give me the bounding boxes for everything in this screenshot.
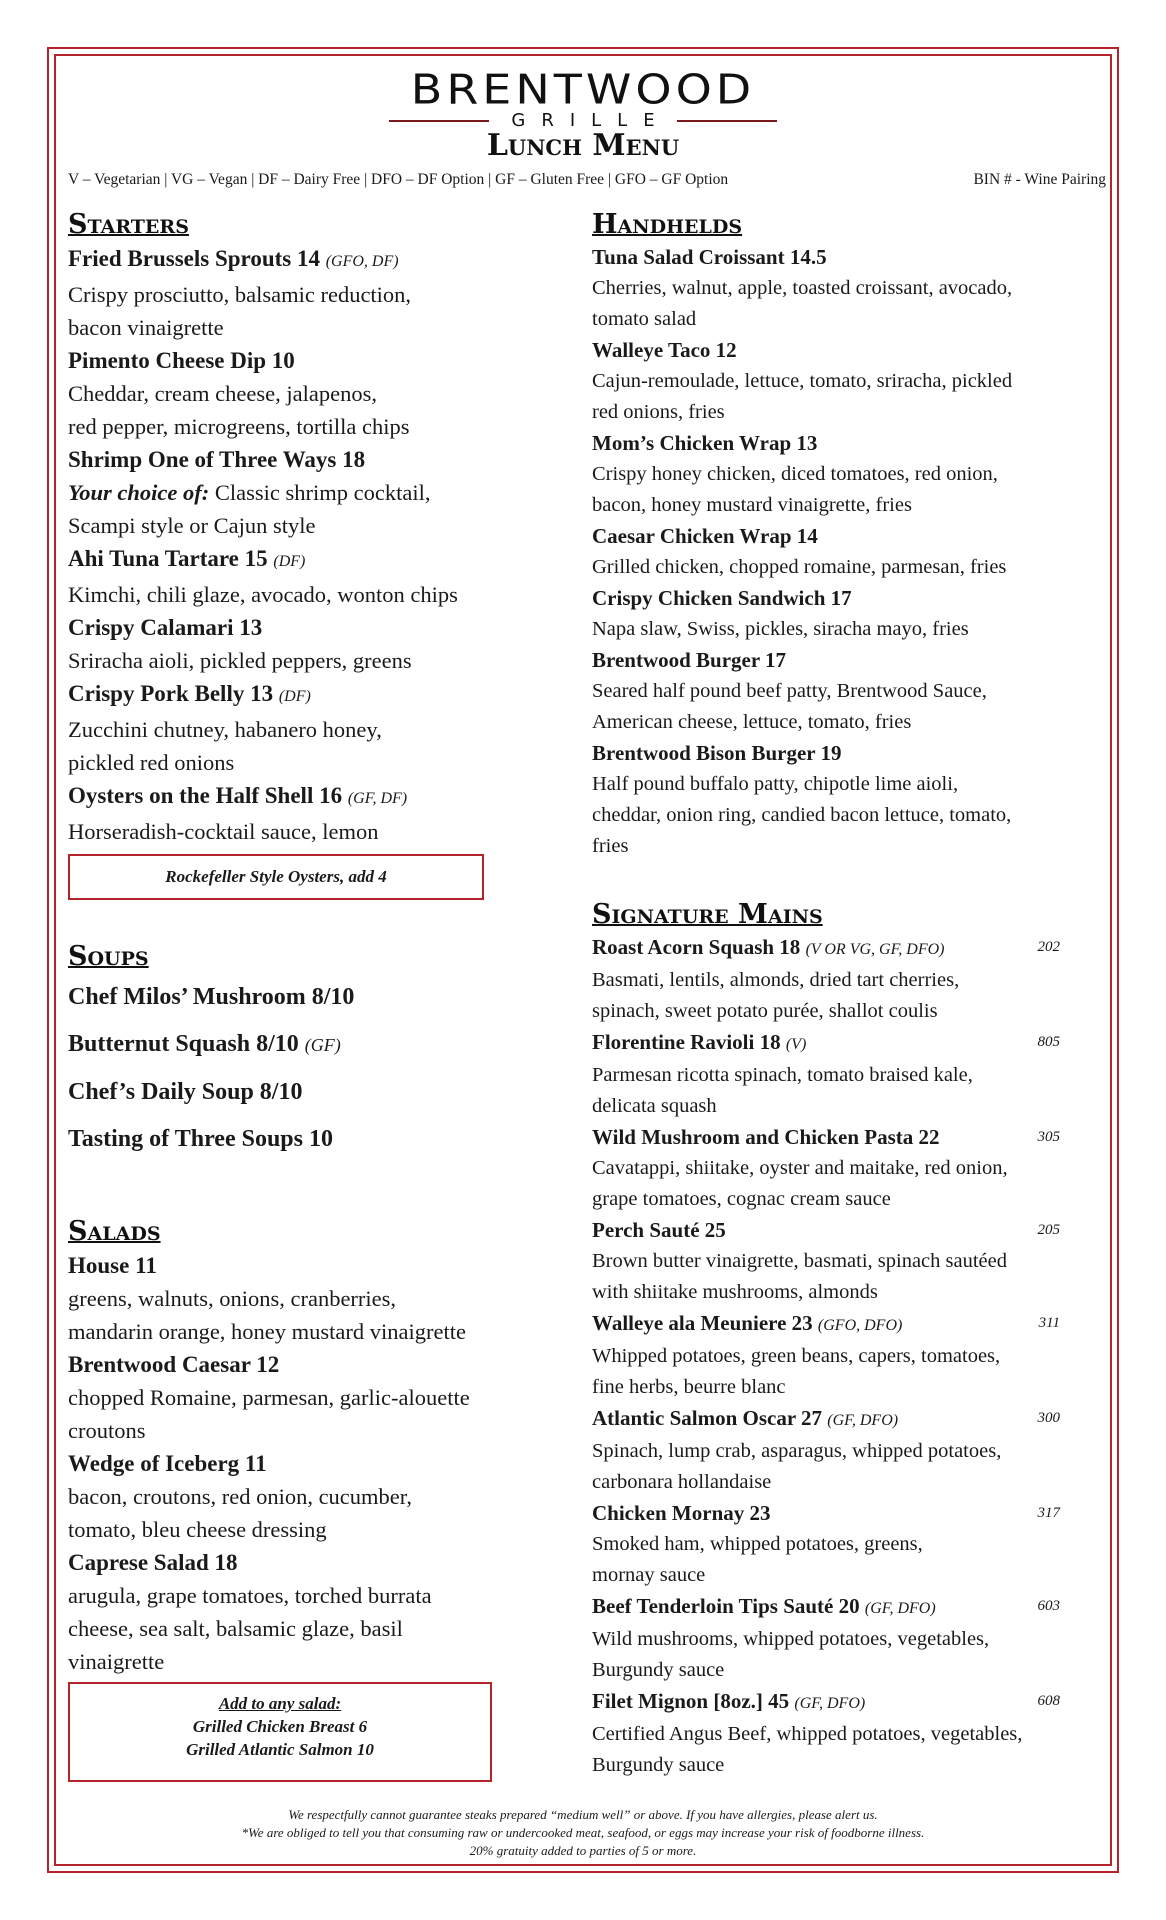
section-title-salads: Salads: [68, 1216, 161, 1247]
item-title: Brentwood Burger 17: [592, 648, 787, 672]
description-text: bacon vinaigrette: [68, 315, 224, 340]
menu-item-description: [68, 509, 548, 542]
description-text: Grilled chicken, chopped romaine, parmesan, fries: [592, 556, 1007, 578]
menu-item-description: [592, 1246, 1060, 1277]
diet-tags: (GF): [304, 1035, 341, 1055]
salad-addon-line: Grilled Chicken Breast 6: [192, 1717, 368, 1736]
footer-line: We respectfully cannot guarantee steaks prepared “medium well” or above. If you have allergies, please alert us.: [288, 1807, 878, 1822]
menu-item-description: [592, 1060, 1060, 1091]
menu-item-description: [592, 800, 1100, 831]
menu-item-description: [68, 644, 548, 677]
description-text: mandarin orange, honey mustard vinaigrette: [68, 1319, 466, 1344]
description-text: chopped Romaine, parmesan, garlic-alouette: [68, 1385, 470, 1410]
description-text: Wild mushrooms, whipped potatoes, vegetables,: [592, 1628, 990, 1650]
menu-item-description: [592, 996, 1060, 1027]
menu-item-name: [68, 1546, 548, 1579]
description-text: Smoked ham, whipped potatoes, greens,: [592, 1533, 923, 1555]
item-title: Crispy Chicken Sandwich 17: [592, 586, 852, 610]
soup-name: Chef’s Daily Soup 8/10: [68, 1079, 303, 1105]
menu-item-name: [592, 1591, 1060, 1624]
menu-item-name: [68, 242, 548, 278]
diet-tags: (V): [785, 1036, 807, 1053]
wine-bin-note: BIN # - Wine Pairing: [973, 171, 1106, 188]
menu-item-description: [592, 459, 1100, 490]
menu-item-name: [592, 521, 1100, 552]
menu-item-name: [592, 583, 1100, 614]
menu-item-name: [68, 1249, 548, 1282]
menu-item-description: [68, 410, 548, 443]
description-text: Half pound buffalo patty, chipotle lime aioli,: [592, 773, 959, 795]
menu-item-name: [68, 542, 548, 578]
salad-addon-title: Add to any salad:: [218, 1694, 342, 1713]
subline-rule-left: [389, 120, 489, 122]
subline-rule-right: [677, 120, 777, 122]
description-text: tomato, bleu cheese dressing: [68, 1517, 327, 1542]
description-text: tomato salad: [592, 308, 697, 330]
menu-title: Lunch Menu: [486, 128, 680, 163]
description-text: delicata squash: [592, 1095, 717, 1117]
item-title: Walleye ala Meuniere 23: [592, 1311, 813, 1335]
menu-item-name: [68, 443, 548, 476]
description-text: Cavatappi, shiitake, oyster and maitake, red onion,: [592, 1157, 1008, 1179]
description-text: Burgundy sauce: [592, 1754, 725, 1776]
menu-item-description: [592, 707, 1100, 738]
menu-item-description: [68, 1513, 548, 1546]
description-text: Scampi style or Cajun style: [68, 513, 316, 538]
menu-item-description: [592, 1750, 1060, 1781]
item-title: Crispy Pork Belly 13: [68, 681, 274, 706]
menu-item-description: [592, 1467, 1060, 1498]
dietary-legend: V – Vegetarian | VG – Vegan | DF – Dairy Free | DFO – DF Option | GF – Gluten Free | GFO – GF Option: [68, 171, 729, 188]
menu-item-description: [68, 1612, 548, 1645]
salad-addon-box: [68, 1682, 492, 1782]
menu-item-description: [68, 1381, 548, 1414]
menu-item-name: [592, 1308, 1060, 1341]
soup-item: [68, 974, 548, 1021]
description-text: Cherries, walnut, apple, toasted croissant, avocado,: [592, 277, 1013, 299]
description-text: Seared half pound beef patty, Brentwood Sauce,: [592, 680, 987, 702]
menu-item-name: [592, 1215, 1060, 1246]
menu-item-name: [592, 335, 1100, 366]
left-column: [68, 208, 548, 1782]
soup-item: [68, 1069, 548, 1116]
description-text: American cheese, lettuce, tomato, fries: [592, 711, 912, 733]
description-text: Kimchi, chili glaze, avocado, wonton chips: [68, 582, 458, 607]
wine-bin-number: 311: [1038, 1315, 1060, 1331]
menu-item-description: [592, 965, 1060, 996]
menu-item-name: [68, 344, 548, 377]
description-text: Sriracha aioli, pickled peppers, greens: [68, 648, 412, 673]
description-text: Classic shrimp cocktail,: [209, 480, 431, 505]
item-title: House 11: [68, 1253, 157, 1278]
brand-sub-text: GRILLE: [511, 110, 671, 131]
brand-logo-text: BRENTWOOD: [410, 64, 756, 114]
item-title: Shrimp One of Three Ways 18: [68, 447, 366, 472]
description-text: vinaigrette: [68, 1649, 165, 1674]
menu-item-description: [592, 490, 1100, 521]
menu-item-name: [592, 645, 1100, 676]
wine-bin-number: 317: [1037, 1505, 1060, 1521]
menu-item-description: [592, 552, 1100, 583]
menu-item-description: [592, 366, 1100, 397]
description-text: Horseradish-cocktail sauce, lemon: [68, 819, 379, 844]
menu-item-description: [68, 311, 548, 344]
description-text: Parmesan ricotta spinach, tomato braised kale,: [592, 1064, 973, 1086]
menu-item-description: [68, 1480, 548, 1513]
item-title: Caesar Chicken Wrap 14: [592, 524, 818, 548]
soup-name: Chef Milos’ Mushroom 8/10: [68, 984, 355, 1010]
right-column: [592, 208, 1100, 1781]
wine-bin-number: 205: [1037, 1222, 1060, 1238]
menu-item-description: [592, 1529, 1060, 1560]
wine-bin-number: 202: [1037, 939, 1060, 955]
item-title: Mom’s Chicken Wrap 13: [592, 431, 818, 455]
description-text: fine herbs, beurre blanc: [592, 1376, 786, 1398]
menu-item-name: [592, 1122, 1060, 1153]
wine-bin-number: 608: [1037, 1693, 1060, 1709]
menu-item-description: [592, 1372, 1060, 1403]
oysters-addon-box: [68, 854, 484, 900]
salads-list: [68, 1249, 548, 1678]
description-text: greens, walnuts, onions, cranberries,: [68, 1286, 397, 1311]
menu-item-description: [592, 397, 1100, 428]
footer-line: 20% gratuity added to parties of 5 or more.: [469, 1843, 697, 1858]
menu-item-description: [68, 1282, 548, 1315]
description-text: fries: [592, 835, 629, 857]
menu-item-description: [68, 578, 548, 611]
section-title-soups: Soups: [68, 941, 149, 972]
menu-item-name: [592, 738, 1100, 769]
menu-item-name: [592, 242, 1100, 273]
description-text: Burgundy sauce: [592, 1659, 725, 1681]
oysters-addon-text: Rockefeller Style Oysters, add 4: [165, 867, 387, 886]
item-title: Caprese Salad 18: [68, 1550, 238, 1575]
menu-item-description: [592, 1153, 1060, 1184]
menu-item-description: [592, 1184, 1060, 1215]
soups-list: [68, 974, 548, 1163]
menu-item-description: [592, 676, 1100, 707]
section-title-starters: Starters: [68, 209, 189, 240]
item-title: Ahi Tuna Tartare 15: [68, 546, 268, 571]
description-text: carbonara hollandaise: [592, 1471, 772, 1493]
description-text: Zucchini chutney, habanero honey,: [68, 717, 382, 742]
soup-name: Tasting of Three Soups 10: [68, 1126, 333, 1152]
item-title: Chicken Mornay 23: [592, 1501, 771, 1525]
menu-item-description: [68, 1315, 548, 1348]
description-text: mornay sauce: [592, 1564, 706, 1586]
menu-item-name: [592, 1686, 1060, 1719]
menu-item-name: [68, 1348, 548, 1381]
description-text: with shiitake mushrooms, almonds: [592, 1281, 878, 1303]
description-text: red onions, fries: [592, 401, 725, 423]
menu-item-description: [592, 1436, 1060, 1467]
menu-item-name: [592, 1027, 1060, 1060]
item-title: Brentwood Bison Burger 19: [592, 741, 842, 765]
description-text: bacon, honey mustard vinaigrette, fries: [592, 494, 912, 516]
item-title: Brentwood Caesar 12: [68, 1352, 280, 1377]
menu-item-description: [68, 1645, 548, 1678]
soup-item: [68, 1116, 548, 1163]
diet-tags: (V OR VG, GF, DFO): [805, 941, 945, 958]
item-title: Beef Tenderloin Tips Sauté 20: [592, 1594, 860, 1618]
description-text: red pepper, microgreens, tortilla chips: [68, 414, 410, 439]
menu-footer: [0, 1806, 1166, 1860]
menu-item-description: [592, 1091, 1060, 1122]
description-text: Basmati, lentils, almonds, dried tart cherries,: [592, 969, 960, 991]
menu-item-description: [68, 377, 548, 410]
handhelds-list: [592, 242, 1100, 862]
footer-line: *We are obliged to tell you that consuming raw or undercooked meat, seafood, or eggs may increase your risk of foodborne illness.: [241, 1825, 925, 1840]
menu-item-description: [68, 278, 548, 311]
diet-tags: (GFO, DF): [325, 253, 399, 270]
description-text: Certified Angus Beef, whipped potatoes, vegetables,: [592, 1723, 1023, 1745]
item-title: Wedge of Iceberg 11: [68, 1451, 267, 1476]
description-text: bacon, croutons, red onion, cucumber,: [68, 1484, 412, 1509]
description-text: arugula, grape tomatoes, torched burrata: [68, 1583, 432, 1608]
diet-tags: (GF, DFO): [794, 1695, 866, 1712]
description-text: spinach, sweet potato purée, shallot coulis: [592, 1000, 938, 1022]
menu-item-name: [592, 428, 1100, 459]
item-title: Perch Sauté 25: [592, 1218, 726, 1242]
section-title-handhelds: Handhelds: [592, 209, 743, 240]
item-title: Tuna Salad Croissant 14.5: [592, 245, 827, 269]
menu-item-name: [68, 611, 548, 644]
item-title: Fried Brussels Sprouts 14: [68, 246, 320, 271]
item-title: Filet Mignon [8oz.] 45: [592, 1689, 790, 1713]
section-title-mains: Signature Mains: [592, 899, 823, 930]
item-title: Florentine Ravioli 18: [592, 1030, 781, 1054]
menu-item-description: [592, 614, 1100, 645]
description-text: croutons: [68, 1418, 146, 1443]
description-text: Cheddar, cream cheese, jalapenos,: [68, 381, 377, 406]
description-text: cheese, sea salt, balsamic glaze, basil: [68, 1616, 403, 1641]
item-title: Walleye Taco 12: [592, 338, 737, 362]
wine-bin-number: 300: [1037, 1410, 1060, 1426]
menu-item-description: [68, 713, 548, 746]
description-text: pickled red onions: [68, 750, 235, 775]
wine-bin-number: 305: [1037, 1129, 1060, 1145]
menu-item-name: [68, 677, 548, 713]
wine-bin-number: 805: [1037, 1034, 1060, 1050]
description-text: Spinach, lump crab, asparagus, whipped potatoes,: [592, 1440, 1002, 1462]
menu-item-description: [68, 1579, 548, 1612]
diet-tags: (GF, DFO): [864, 1600, 936, 1617]
item-title: Pimento Cheese Dip 10: [68, 348, 295, 373]
soup-name: Butternut Squash 8/10: [68, 1031, 299, 1057]
item-title: Atlantic Salmon Oscar 27: [592, 1406, 823, 1430]
mains-list: [592, 932, 1060, 1781]
description-text: grape tomatoes, cognac cream sauce: [592, 1188, 891, 1210]
salad-addon-line: Grilled Atlantic Salmon 10: [186, 1740, 374, 1759]
description-text: Cajun-remoulade, lettuce, tomato, sriracha, pickled: [592, 370, 1013, 392]
item-title: Oysters on the Half Shell 16: [68, 783, 343, 808]
menu-item-description: [592, 1719, 1060, 1750]
menu-item-description: [68, 1414, 548, 1447]
menu-item-description: [68, 746, 548, 779]
menu-item-description: [68, 476, 548, 509]
menu-item-description: [592, 1560, 1060, 1591]
menu-item-description: [592, 1341, 1060, 1372]
soup-item: [68, 1021, 548, 1069]
menu-item-description: [592, 1655, 1060, 1686]
menu-item-description: [592, 1277, 1060, 1308]
menu-item-name: [68, 1447, 548, 1480]
item-title: Crispy Calamari 13: [68, 615, 263, 640]
choice-label: Your choice of:: [68, 480, 210, 505]
description-text: cheddar, onion ring, candied bacon lettuce, tomato,: [592, 804, 1012, 826]
menu-item-description: [592, 1624, 1060, 1655]
item-title: Roast Acorn Squash 18: [592, 935, 801, 959]
menu-item-description: [592, 304, 1100, 335]
diet-tags: (DF): [273, 553, 306, 570]
diet-tags: (GF, DFO): [827, 1412, 899, 1429]
diet-tags: (GF, DF): [347, 790, 408, 807]
menu-item-description: [592, 769, 1100, 800]
description-text: Whipped potatoes, green beans, capers, tomatoes,: [592, 1345, 1001, 1367]
menu-item-name: [592, 932, 1060, 965]
wine-bin-number: 603: [1037, 1598, 1060, 1614]
menu-item-description: [592, 831, 1100, 862]
description-text: Crispy honey chicken, diced tomatoes, red onion,: [592, 463, 998, 485]
menu-item-description: [592, 273, 1100, 304]
description-text: Napa slaw, Swiss, pickles, siracha mayo, fries: [592, 618, 969, 640]
diet-tags: (DF): [278, 688, 311, 705]
menu-item-description: [68, 815, 548, 848]
menu-item-name: [592, 1403, 1060, 1436]
description-text: Brown butter vinaigrette, basmati, spinach sautéed: [592, 1250, 1008, 1272]
menu-item-name: [592, 1498, 1060, 1529]
starters-list: [68, 242, 548, 848]
description-text: Crispy prosciutto, balsamic reduction,: [68, 282, 412, 307]
menu-item-name: [68, 779, 548, 815]
item-title: Wild Mushroom and Chicken Pasta 22: [592, 1125, 940, 1149]
diet-tags: (GFO, DFO): [817, 1317, 903, 1334]
